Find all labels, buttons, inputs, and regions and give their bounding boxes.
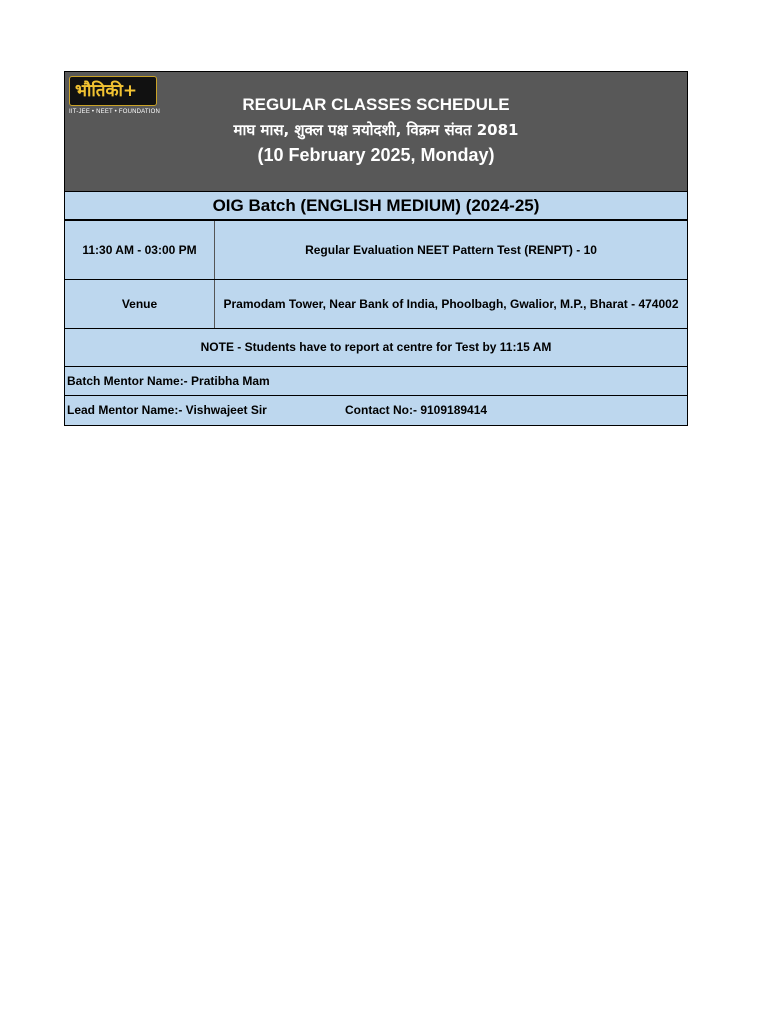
time-row bbox=[65, 221, 687, 280]
venue-label: Venue bbox=[65, 280, 215, 328]
lead-mentor-name: Lead Mentor Name:- Vishwajeet Sir bbox=[67, 403, 267, 417]
batch-title: OIG Batch (ENGLISH MEDIUM) (2024-25) bbox=[65, 192, 687, 221]
brand-logo-mark: भौतिकी+ bbox=[69, 76, 157, 106]
time-cell: 11:30 AM - 03:00 PM bbox=[65, 221, 215, 279]
venue-address: Pramodam Tower, Near Bank of India, Phoolbagh, Gwalior, M.P., Bharat - 474002 bbox=[223, 297, 679, 311]
lead-mentor-row bbox=[65, 396, 687, 425]
report-note: NOTE - Students have to report at centre for Test by 11:15 AM bbox=[65, 329, 687, 367]
event-cell: Regular Evaluation NEET Pattern Test (RENPT) - 10 bbox=[305, 243, 597, 257]
batch-mentor-row bbox=[65, 367, 687, 396]
contact-number: Contact No:- 9109189414 bbox=[345, 403, 488, 417]
venue-row bbox=[65, 280, 687, 329]
schedule-date: (10 February 2025, Monday) bbox=[257, 145, 495, 165]
hindi-calendar-date: माघ मास, शुक्ल पक्ष त्रयोदशी, विक्रम संवत 2081 bbox=[233, 121, 519, 139]
batch-mentor-name: Batch Mentor Name:- Pratibha Mam bbox=[67, 374, 270, 388]
schedule-header bbox=[65, 72, 687, 192]
schedule-sheet bbox=[64, 71, 688, 426]
schedule-title: REGULAR CLASSES SCHEDULE bbox=[242, 95, 510, 114]
brand-logo-tagline: IIT-JEE • NEET • FOUNDATION bbox=[69, 109, 161, 115]
